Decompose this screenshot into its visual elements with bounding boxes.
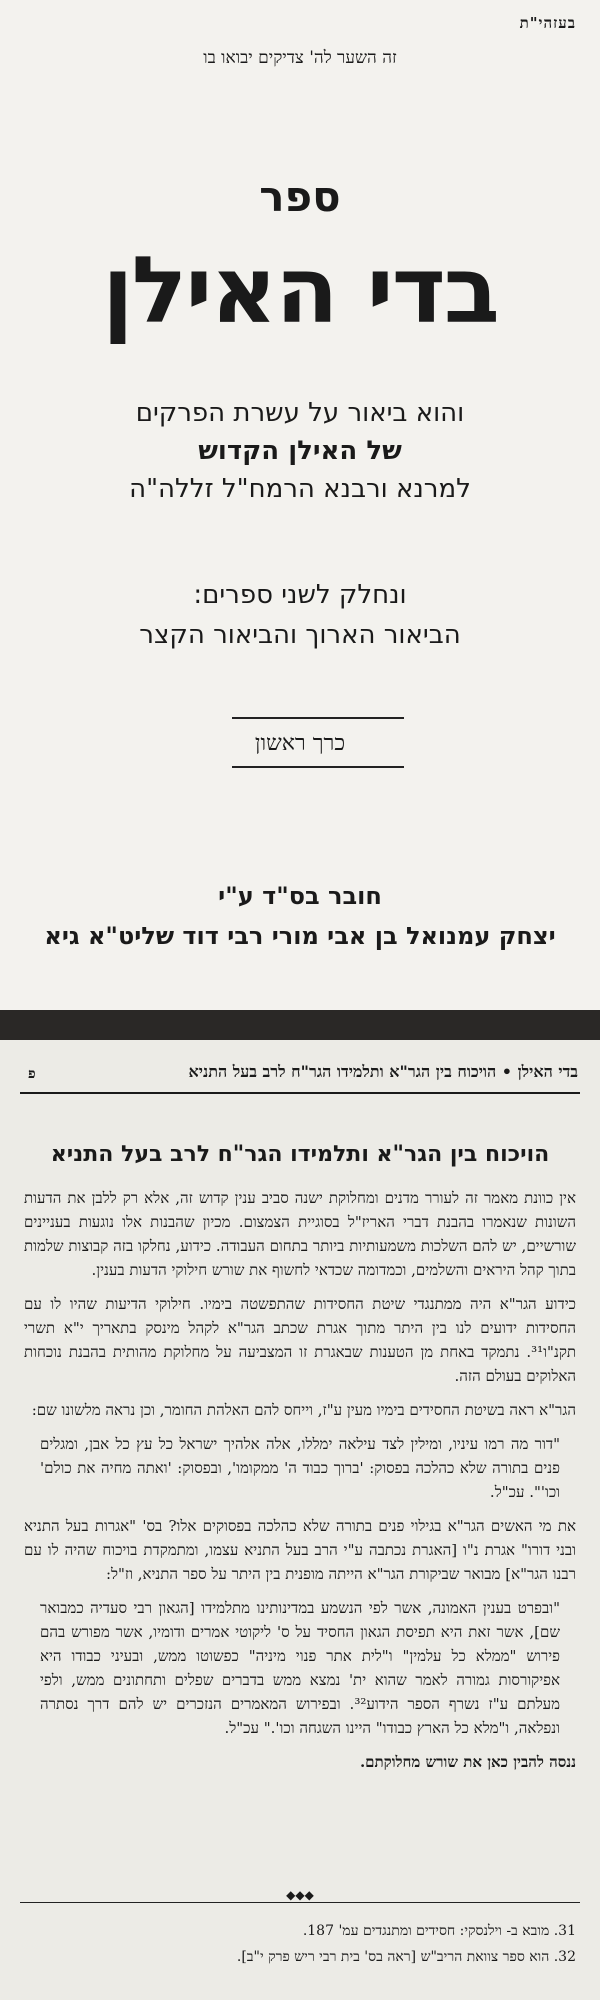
- volume-rule-bottom: [232, 766, 404, 768]
- footnote: 31. מובא ב- וילנסקי: חסידים ומתנגדים עמ' 187.: [302, 1923, 576, 1939]
- paragraph: אין כוונת מאמר זה לעורר מדנים ומחלוקת ישנה סביב ענין קדוש זה, אלא רק ללבן את הדעות השונות שנאמרו בהבנת דברי האריז"ל בסוגיית הצמצום. מכיון שהבנות אלו נוגעות בעניינים שורשיים, יש להם השלכות משמעותיות ביותר בתחום העבודה. כידוע, נחלקו בזה קבוצות שלמות בתוך קהל היראים והשלמים, וכמדומה שכדאי לחשוף את שורש חילוקי הדעות בענין.: [24, 1189, 576, 1279]
- subtitle-line-3: למרנא ורבנא הרמח"ל זללה"ה: [129, 474, 471, 504]
- division-line-2: הביאור הארוך והביאור הקצר: [139, 620, 461, 650]
- footnotes: [24, 1918, 576, 1970]
- quote-paragraph: "דור מה רמו עיניו, ומילין לצד עילאה ימללו, אלה אלהיך ישראל כל עץ כל אבן, ומגלים פנים בתורה שלא כהלכה בפסוק: 'ברוך כבוד ה' ממקומו', ובפסוק: 'ואתה מחיה את כולם' וכו'". עכ"ל.: [40, 1435, 560, 1501]
- footnote-rule: [20, 1902, 580, 1903]
- subtitle-line-2: של האילן הקדוש: [198, 436, 402, 466]
- author-line-2: יצחק עמנואל בן אבי מורי רבי דוד שליט"א גיא: [44, 922, 556, 950]
- closing-paragraph: ננסה להבין כאן את שורש מחלוקתם.: [359, 1753, 576, 1771]
- page-gap: [0, 1010, 600, 1040]
- chapter-heading: הויכוח בין הגר"א ותלמידו הגר"ח לרב בעל התניא: [50, 1142, 550, 1167]
- quote-paragraph: "ובפרט בענין האמונה, אשר לפי הנשמע במדינותינו מתלמידו [הגאון רבי סעדיה כמבואר שם], אשר זאת היא תפיסת הגאון החסיד על ס' ליקוטי אמרים ודומיו, אשר מפורש בהם פירוש "ממלא כל עלמין" ו"לית אתר פנוי מיניה" כפשוטו ממש, ובעיני כבודו היא אפיקורסות גמורה לאמר שהוא ית' נמצא ממש בדברים שפלים ותחתונים ממש, ולפי מעלתם ע"ז נשרף הספר הידוע³². ובפירוש המאמרים הנזכרים יש להם דרך נסתרה ונפלאה, ו"מלא כל הארץ כבודו" היינו השגחה וכו'." עכ"ל.: [40, 1599, 560, 1737]
- motto-line: זה השער לה' צדיקים יבואו בו: [203, 48, 397, 68]
- header-abbreviation: בעזהי"ת: [519, 14, 576, 32]
- book-title: בדי האילן: [102, 237, 498, 344]
- subtitle-line-1: והוא ביאור על עשרת הפרקים: [135, 398, 465, 428]
- inner-page: [0, 1040, 600, 2000]
- paragraph: כידוע הגר"א היה ממתנגדי שיטת החסידות שהתפשטה בימיו. חילוקי הדיעות שהיו לו עם החסידות ידועים לנו בין היתר מתוך אגרת שכתב הגר"א לקהל מינסק בתאריך י"א תשרי תקנ"ו³¹. נתמקד באחת מן הטענות שבאגרת זו המצביעה על מחלוקת מהותית בהבנת נוכחות האלוקים בעולם הזה.: [24, 1295, 576, 1385]
- paragraph: הגר"א ראה בשיטת החסידים בימיו מעין ע"ז, וייחס להם האלהת החומר, וכן נראה מלשונו שם:: [31, 1401, 576, 1419]
- volume-label: כרך ראשון: [254, 731, 346, 756]
- header-rule: [20, 1092, 580, 1094]
- division-line-1: ונחלק לשני ספרים:: [193, 580, 407, 610]
- footnote: 32. הוא ספר צוואת הריב"ש [ראה בס' בית רבי ריש פרק י"ב].: [236, 1949, 576, 1965]
- author-line-1: חובר בס"ד ע"י: [218, 882, 382, 910]
- paragraph: את מי האשים הגר"א בגילוי פנים בתורה שלא כהלכה בפסוקים אלו? בס' "אגרות בעל התניא ובני דורו" אגרת נ"ו [האגרת נכתבה ע"י הרב בעל התניא עצמו, ומתמקדת בויכוח שהיה לו עם רבנו הגר"א] מבואר שביקורת הגר"א הייתה מופנית בין היתר על ספר התניא, וז"ל:: [24, 1517, 576, 1583]
- sefer-label: ספר: [259, 172, 341, 221]
- running-head: בדי האילן • הויכוח בין הגר"א ותלמידו הגר"ח לרב בעל התניא: [188, 1062, 578, 1081]
- page-number: פ: [28, 1066, 36, 1082]
- body-text: [24, 1186, 576, 1784]
- volume-rule-top: [232, 717, 404, 719]
- separator-ornament: ◆◆◆: [286, 1888, 314, 1902]
